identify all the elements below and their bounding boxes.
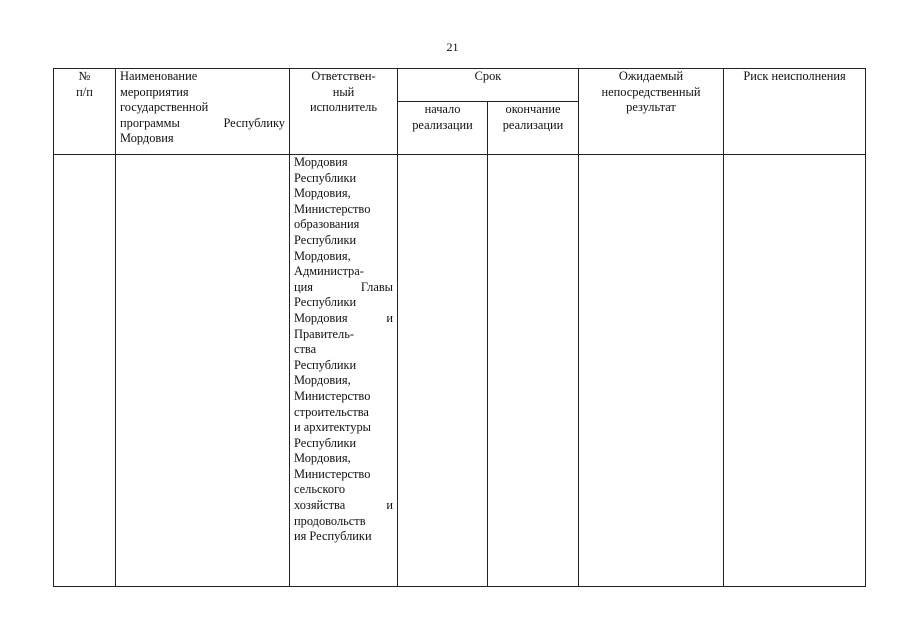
header-term-start-line: реализации xyxy=(412,117,473,132)
header-term-start xyxy=(398,102,488,155)
executor-line: ция Главы xyxy=(294,279,393,294)
header-activity-name xyxy=(116,69,290,155)
header-number xyxy=(54,69,116,155)
header-term-end-line: окончание xyxy=(505,102,561,116)
executor-line: Мордовия, xyxy=(294,186,351,201)
header-activity-name-line: Наименование xyxy=(120,69,198,83)
header-term-end-line: реализации xyxy=(502,117,564,132)
header-term: Срок xyxy=(398,69,579,102)
cell-term-start xyxy=(398,155,488,587)
executor-line: продовольств xyxy=(294,513,366,528)
header-number-line: п/п xyxy=(76,84,93,99)
cell-term-end xyxy=(488,155,579,587)
header-activity-name-line: программы Республику xyxy=(120,115,285,130)
executor-line: Мордовия, xyxy=(294,451,351,466)
executor-line: Министерство xyxy=(294,388,371,403)
program-activities-table xyxy=(53,68,866,587)
header-expected-result-line: Ожидаемый xyxy=(618,69,684,83)
header-row-1 xyxy=(54,69,866,102)
header-number-line: № xyxy=(78,69,91,83)
executor-line: сельского xyxy=(294,482,346,497)
executor-line: Республики xyxy=(294,170,357,185)
header-executor-line: Ответствен- xyxy=(311,69,376,83)
executor-line: образования xyxy=(294,217,360,232)
cell-activity-name xyxy=(116,155,290,587)
executor-line: Мордовия и xyxy=(294,310,393,325)
executor-line: ия Республики xyxy=(294,529,372,544)
page-number: 21 xyxy=(446,40,459,54)
header-activity-name-line: государственной xyxy=(120,100,209,115)
executor-line: Республики xyxy=(294,295,357,310)
header-term-end xyxy=(488,102,579,155)
executor-line: Республики xyxy=(294,357,357,372)
executor-line: Мордовия xyxy=(294,155,348,169)
header-activity-name-line: мероприятия xyxy=(120,84,189,99)
executor-line: Республики xyxy=(294,232,357,247)
cell-risk xyxy=(724,155,866,587)
executor-line: Администра- xyxy=(294,264,364,279)
executor-line: Республики xyxy=(294,435,357,450)
executor-line: Правитель- xyxy=(294,326,354,341)
cell-expected-result xyxy=(579,155,724,587)
header-expected-result xyxy=(579,69,724,155)
executor-line: Министерство xyxy=(294,201,371,216)
header-executor-line: исполнитель xyxy=(310,100,377,115)
executor-line: хозяйства и xyxy=(294,498,393,513)
cell-number xyxy=(54,155,116,587)
header-term-start-line: начало xyxy=(424,102,461,116)
executor-line: Мордовия, xyxy=(294,373,351,388)
header-executor xyxy=(290,69,398,155)
executor-line: ства xyxy=(294,342,317,357)
header-expected-result-line: результат xyxy=(626,100,676,115)
table-row xyxy=(54,155,866,587)
header-activity-name-line: Мордовия xyxy=(120,131,174,146)
header-risk: Риск неисполнения xyxy=(724,69,866,155)
header-expected-result-line: непосредственный xyxy=(601,84,701,99)
executor-line: Мордовия, xyxy=(294,248,351,263)
executor-line: и архитектуры xyxy=(294,420,371,435)
header-executor-line: ный xyxy=(332,84,355,99)
executor-line: Министерство xyxy=(294,466,371,481)
executor-line: строительства xyxy=(294,404,369,419)
cell-executor xyxy=(290,155,398,587)
